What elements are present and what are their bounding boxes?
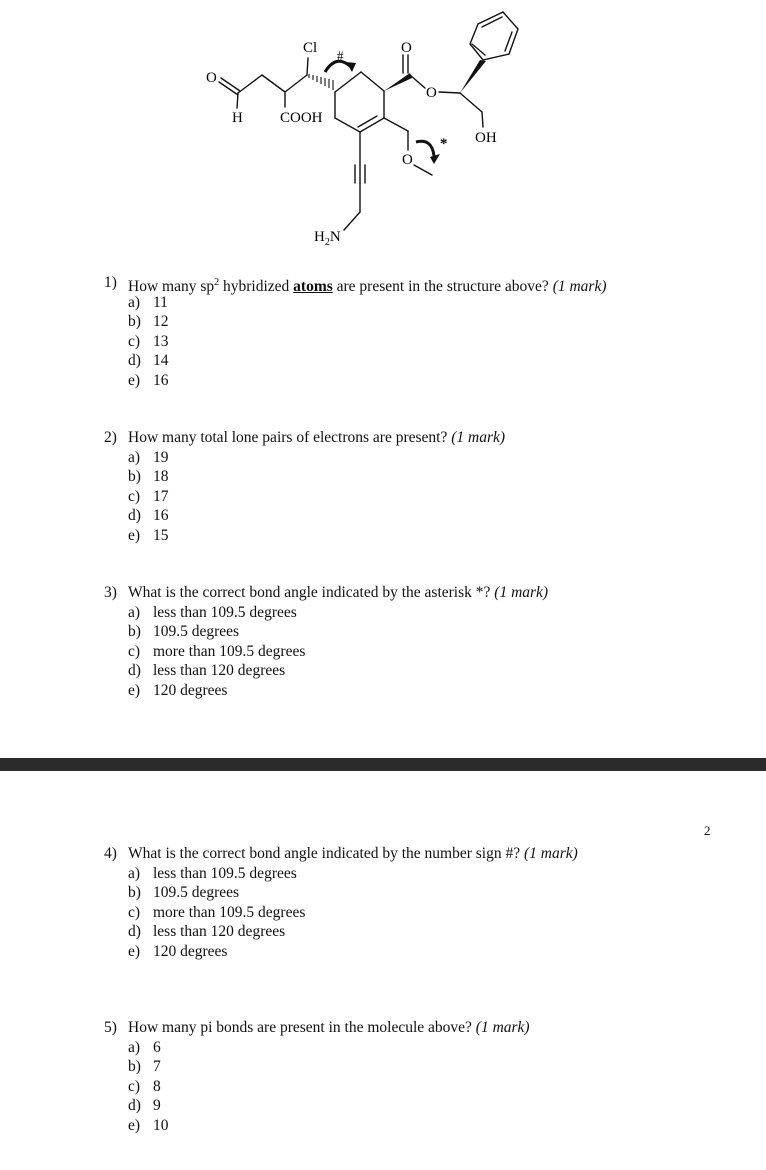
page-divider — [0, 758, 766, 771]
question-text: What is the correct bond angle indicated by the asterisk *? (1 mark) — [128, 584, 549, 601]
question-text: What is the correct bond angle indicated by the number sign #? (1 mark) — [128, 845, 578, 862]
molecule-structure — [0, 0, 766, 250]
question-number: 5) — [104, 1019, 117, 1036]
hydroxyl-label: OH — [475, 130, 497, 146]
question-number: 1) — [104, 274, 117, 291]
question-number: 3) — [104, 584, 117, 601]
ester-carbonyl-oxygen-label: O — [401, 40, 412, 56]
chlorine-label: Cl — [303, 40, 318, 56]
question-number: 4) — [104, 845, 117, 862]
question-number: 2) — [104, 429, 117, 446]
question-text: How many total lone pairs of electrons are present? (1 mark) — [128, 429, 506, 446]
page-number: 2 — [704, 823, 711, 838]
question-text: How many $sp^2$ hybridized atoms are present in the structure above? (1 mark) — [128, 277, 607, 296]
question-text: How many pi bonds are present in the molecule above? (1 mark) — [128, 1019, 530, 1036]
asterisk-marker: * — [440, 136, 448, 152]
hash-marker: # — [337, 48, 344, 63]
cooh-label: COOH — [280, 110, 323, 126]
amine-label: $H_2N$ — [314, 229, 341, 248]
aldehyde-hydrogen-label: H — [232, 110, 243, 126]
ester-oxygen-label: O — [426, 85, 437, 101]
ether-oxygen-label: O — [402, 152, 413, 168]
aldehyde-oxygen-label: O — [206, 70, 217, 86]
